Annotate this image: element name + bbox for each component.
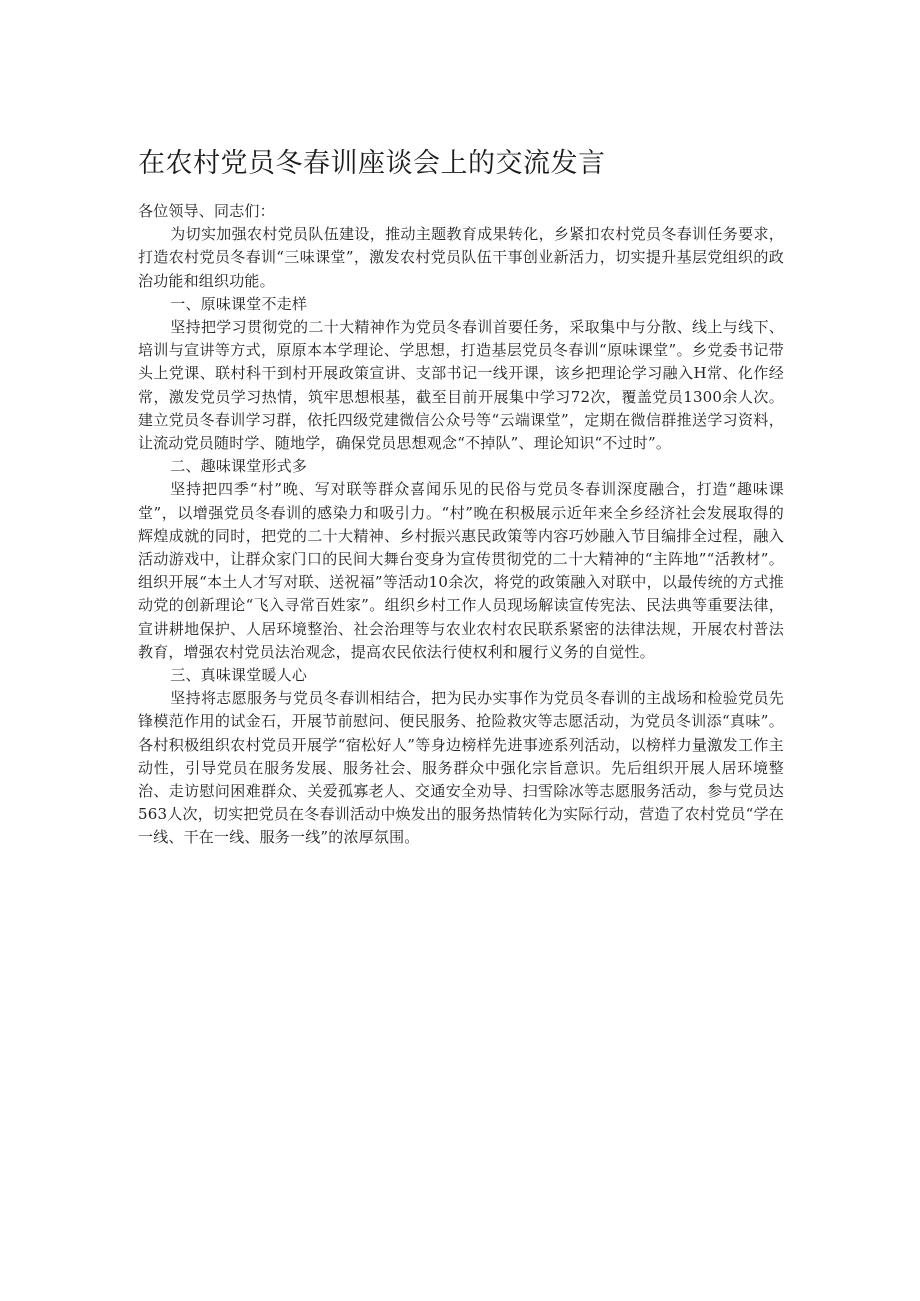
section-body-1: 坚持把学习贯彻党的二十大精神作为党员冬春训首要任务，采取集中与分散、线上与线下、培训与宣讲等方式，原原本本学理论、学思想，打造基层党员冬春训“原味课堂”。乡党委书记带头上党课、联村科干到村开展政策宣讲、支部书记一线开课，该乡把理论学习融入H常、化作经常，激发党员学习热情，筑牢思想根基，截至目前开展集中学习72次，覆盖党员1300余人次。建立党员冬春训学习群，依托四级党建微信公众号等“云端课堂”，定期在微信群推送学习资料，让流动党员随时学、随地学，确保党员思想观念“不掉队”、理论知识“不过时”。 bbox=[138, 318, 784, 453]
document-title: 在农村党员冬春训座谈会上的交流发言 bbox=[138, 148, 606, 179]
document-body bbox=[138, 146, 784, 850]
salutation: 各位领导、同志们： bbox=[138, 202, 275, 220]
intro-paragraph: 为切实加强农村党员队伍建设，推动主题教育成果转化，乡紧扣农村党员冬春训任务要求，打造农村党员冬春训“三味课堂”，激发农村党员队伍干事创业新活力，切实提升基层党组织的政治功能和组织功能。 bbox=[138, 225, 784, 290]
section-body-2: 坚持把四季“村”晚、写对联等群众喜闻乐见的民俗与党员冬春训深度融合，打造“趣味课堂”，以增强党员冬春训的感染力和吸引力。“村”晚在积极展示近年来全乡经济社会发展取得的辉煌成就的同时，把党的二十大精神、乡村振兴惠民政策等内容巧妙融入节目编排全过程，融入活动游戏中，让群众家门口的民间大舞台变身为宣传贯彻党的二十大精神的“主阵地”“活教材”。组织开展“本土人才写对联、送祝福”等活动10余次，将党的政策融入对联中，以最传统的方式推动党的创新理论“飞入寻常百姓家”。组织乡村工作人员现场解读宣传宪法、民法典等重要法律，宣讲耕地保护、人居环境整治、社会治理等与农业农村农民联系紧密的法律法规，开展农村普法教育，增强农村党员法治观念，提高农民依法行使权利和履行义务的自觉性。 bbox=[138, 480, 784, 661]
section-heading-2: 二、趣味课堂形式多 bbox=[170, 457, 308, 476]
section-heading-1: 一、原味课堂不走样 bbox=[170, 294, 308, 313]
section-heading-3: 三、真味课堂暖人心 bbox=[170, 666, 308, 685]
section-body-3: 坚持将志愿服务与党员冬春训相结合，把为民办实事作为党员冬春训的主战场和检验党员先锋模范作用的试金石，开展节前慰问、便民服务、抢险救灾等志愿活动，为党员冬训添“真味”。各村积极组织农村党员开展学“宿松好人”等身边榜样先进事迹系列活动，以榜样力量激发工作主动性，引导党员在服务发展、服务社会、服务群众中强化宗旨意识。先后组织开展人居环境整治、走访慰问困难群众、关爱孤寡老人、交通安全劝导、扫雪除冰等志愿服务活动，参与党员达563人次，切实把党员在冬春训活动中焕发出的服务热情转化为实际行动，营造了农村党员“学在一线、干在一线、服务一线”的浓厚氛围。 bbox=[138, 689, 784, 847]
